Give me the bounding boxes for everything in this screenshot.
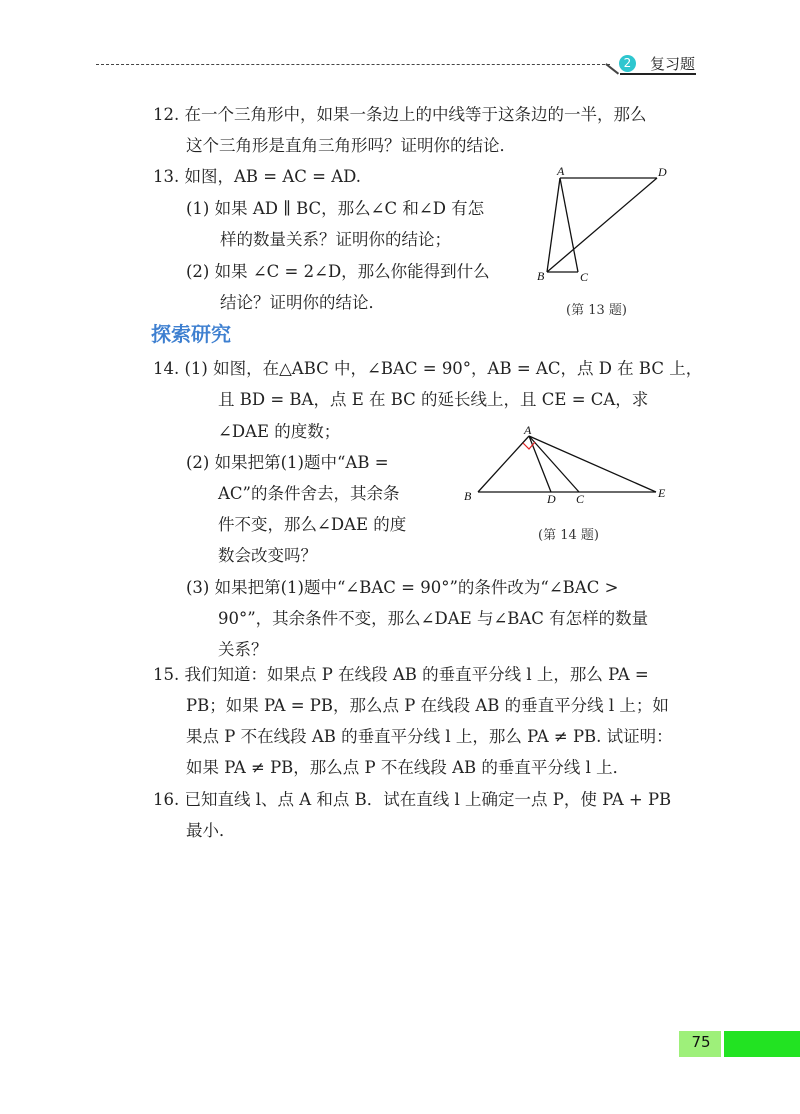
- problem-14-line-1: 14. (1) 如图，在△ABC 中，∠BAC = 90°，AB = AC，点 D 在 BC 上，: [153, 359, 703, 378]
- figure-13: [530, 160, 680, 290]
- section-heading-explore: 探索研究: [151, 322, 231, 346]
- label-D: D: [658, 165, 667, 179]
- chapter-number-badge: 2: [619, 55, 636, 72]
- segment-AB: [478, 436, 529, 492]
- problem-16-line-2: 最小．: [186, 821, 236, 840]
- label-C: C: [580, 270, 589, 284]
- problem-15-line-4: 如果 PA ≠ PB，那么点 P 不在线段 AB 的垂直平分线 l 上．: [186, 758, 630, 777]
- problem-13-line-2: (1) 如果 AD ∥ BC，那么∠C 和∠D 有怎: [186, 199, 485, 218]
- label-B: B: [464, 489, 472, 503]
- segment-AB: [547, 178, 560, 272]
- figure-13-caption: (第 13 题): [566, 303, 627, 318]
- problem-14-line-10: 关系？: [218, 640, 268, 659]
- problem-14-line-8: (3) 如果把第(1)题中“∠BAC = 90°”的条件改为“∠BAC >: [186, 578, 619, 597]
- problem-12-line-1: 12. 在一个三角形中，如果一条边上的中线等于这条边的一半，那么: [153, 105, 647, 124]
- problem-15-line-1: 15. 我们知道：如果点 P 在线段 AB 的垂直平分线 l 上，那么 PA =: [153, 665, 649, 684]
- problem-14-line-7: 数会改变吗？: [218, 546, 317, 565]
- problem-14-line-3: ∠DAE 的度数；: [218, 422, 341, 441]
- segment-AC: [529, 436, 579, 492]
- label-C: C: [576, 492, 585, 506]
- problem-12-line-2: 这个三角形是直角三角形吗？证明你的结论．: [186, 136, 516, 155]
- problem-16-line-1: 16. 已知直线 l、点 A 和点 B．试在直线 l 上确定一点 P，使 PA + PB: [153, 790, 672, 809]
- figure-14: [458, 422, 678, 512]
- page-number-bar: [724, 1031, 800, 1057]
- problem-14-line-2: 且 BD = BA，点 E 在 BC 的延长线上，且 CE = CA，求: [218, 390, 649, 409]
- label-E: E: [658, 486, 666, 500]
- segment-BD: [547, 178, 657, 272]
- figure-14-caption: (第 14 题): [538, 528, 599, 543]
- problem-14-line-6: 件不变，那么∠DAE 的度: [218, 515, 407, 534]
- problem-13-line-5: 结论？证明你的结论．: [220, 293, 385, 312]
- label-A: A: [524, 423, 532, 437]
- page-number: 75: [691, 1033, 711, 1051]
- problem-13-line-4: (2) 如果 ∠C = 2∠D，那么你能得到什么: [186, 262, 490, 281]
- problem-13-line-3: 样的数量关系？证明你的结论；: [220, 230, 451, 249]
- problem-15-line-2: PB；如果 PA = PB，那么点 P 在线段 AB 的垂直平分线 l 上；如: [186, 696, 669, 715]
- problem-13-line-1: 13. 如图，AB = AC = AD.: [153, 167, 361, 186]
- problem-15-line-3: 果点 P 不在线段 AB 的垂直平分线 l 上，那么 PA ≠ PB. 试证明：: [186, 727, 673, 746]
- chapter-title: 复习题: [650, 55, 696, 73]
- problem-14-line-5: AC”的条件舍去，其余条: [218, 484, 400, 503]
- problem-14-line-9: 90°”，其余条件不变，那么∠DAE 与∠BAC 有怎样的数量: [218, 609, 649, 628]
- label-B: B: [537, 269, 545, 283]
- label-D: D: [547, 492, 556, 506]
- problem-14-line-4: (2) 如果把第(1)题中“AB =: [186, 453, 389, 472]
- label-A: A: [557, 164, 565, 178]
